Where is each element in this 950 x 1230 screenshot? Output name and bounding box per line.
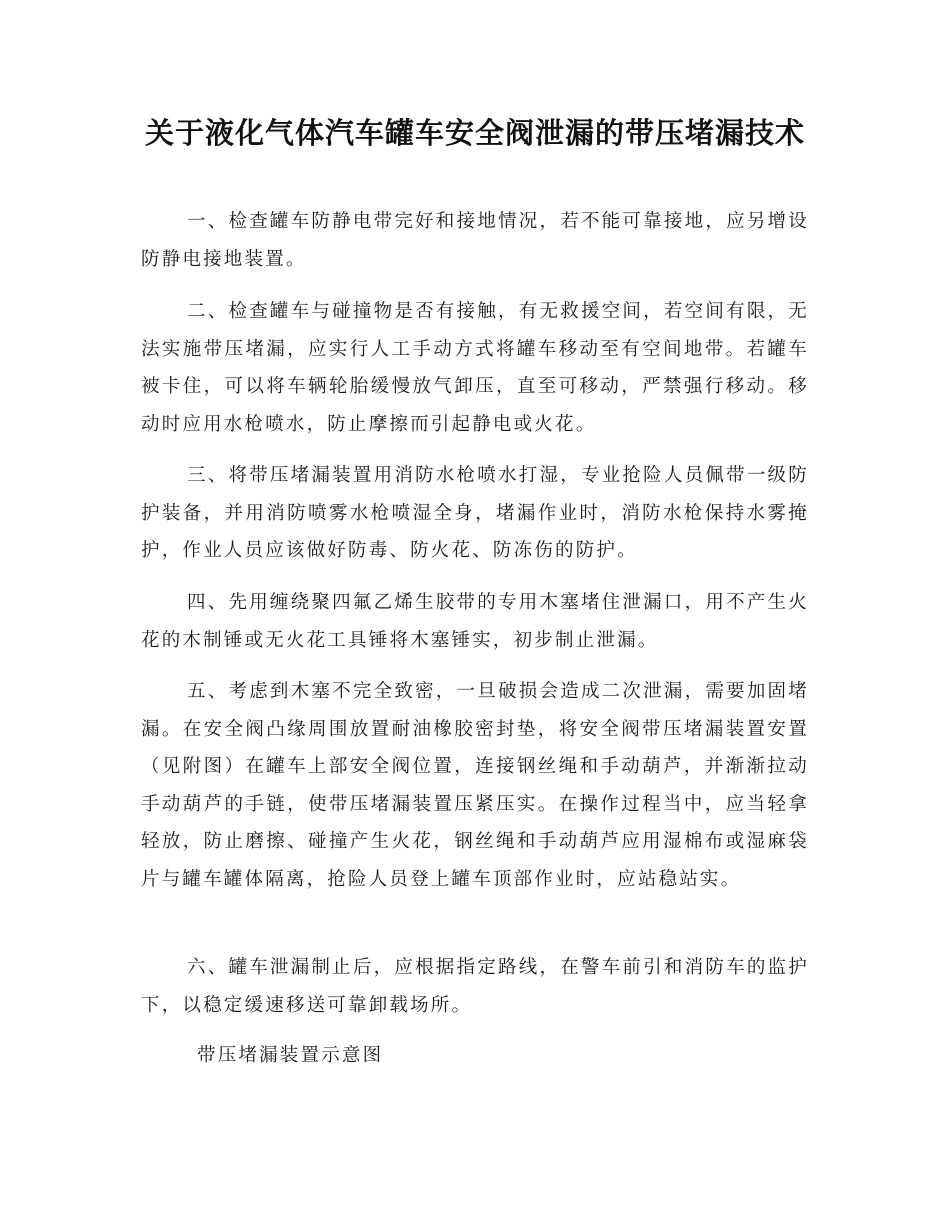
paragraph-5: 五、考虑到木塞不完全致密，一旦破损会造成二次泄漏，需要加固堵漏。在安全阀凸缘周围放置耐油橡胶密封垫，将安全阀带压堵漏装置安置（见附图）在罐车上部安全阀位置，连接钢丝绳和手动葫芦，并渐渐拉动手动葫芦的手链，使带压堵漏装置压紧压实。在操作过程当中，应当轻拿轻放，防止磨擦、碰撞产生火花，钢丝绳和手动葫芦应用湿棉布或湿麻袋片与罐车罐体隔离，抢险人员登上罐车顶部作业时，应站稳站实。 <box>141 681 809 890</box>
figure-caption: 带压堵漏装置示意图 <box>197 1045 384 1066</box>
paragraph-2: 二、检查罐车与碰撞物是否有接触，有无救援空间，若空间有限，无法实施带压堵漏，应实行人工手动方式将罐车移动至有空间地带。若罐车被卡住，可以将车辆轮胎缓慢放气卸压，直至可移动，严禁强行移动。移动时应用水枪喷水，防止摩擦而引起静电或火花。 <box>141 301 809 435</box>
paragraph-3: 三、将带压堵漏装置用消防水枪喷水打湿，专业抢险人员佩带一级防护装备，并用消防喷雾水枪喷湿全身，堵漏作业时，消防水枪保持水雾掩护，作业人员应该做好防毒、防火花、防冻伤的防护。 <box>141 465 809 561</box>
document-title: 关于液化气体汽车罐车安全阀泄漏的带压堵漏技术 <box>144 116 805 150</box>
paragraph-1: 一、检查罐车防静电带完好和接地情况，若不能可靠接地，应另增设防静电接地装置。 <box>141 211 809 270</box>
paragraph-6: 六、罐车泄漏制止后，应根据指定路线，在警车前引和消防车的监护下，以稳定缓速移送可靠卸载场所。 <box>141 957 809 1016</box>
paragraph-4: 四、先用缠绕聚四氟乙烯生胶带的专用木塞堵住泄漏口，用不产生火花的木制锤或无火花工具锤将木塞锤实，初步制止泄漏。 <box>141 592 809 651</box>
